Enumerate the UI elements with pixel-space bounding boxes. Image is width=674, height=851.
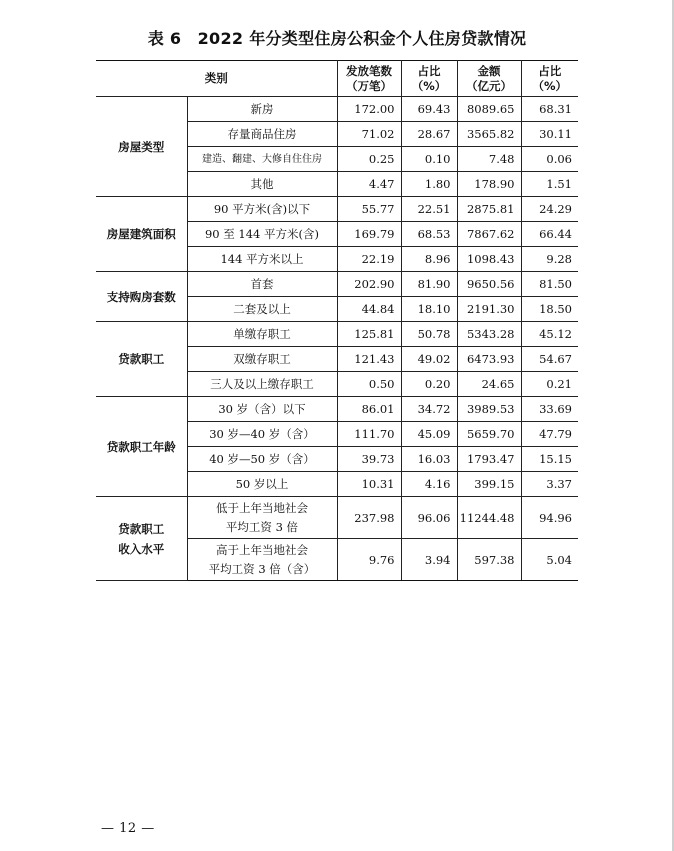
- row-label: 存量商品住房: [187, 122, 337, 147]
- cell-count-share: 3.94: [401, 539, 457, 581]
- cell-amount-share: 47.79: [521, 422, 578, 447]
- table-row: [96, 97, 578, 122]
- cell-count-share: 50.78: [401, 322, 457, 347]
- header-count-line2: （万笔）: [346, 78, 392, 93]
- group-label-line: 收入水平: [118, 541, 165, 556]
- cell-amount: 1098.43: [457, 247, 521, 272]
- group-label-line: 房屋建筑面积: [106, 227, 176, 241]
- cell-amount-share: 54.67: [521, 347, 578, 372]
- row-label: 其他: [187, 172, 337, 197]
- cell-amount-share: 45.12: [521, 322, 578, 347]
- cell-amount-share: 15.15: [521, 447, 578, 472]
- cell-amount-share: 66.44: [521, 222, 578, 247]
- group-label-line: 贷款职工: [118, 352, 165, 366]
- cell-count: 39.73: [337, 447, 401, 472]
- cell-count-share: 16.03: [401, 447, 457, 472]
- cell-amount: 2875.81: [457, 197, 521, 222]
- cell-amount: 2191.30: [457, 297, 521, 322]
- cell-count: 111.70: [337, 422, 401, 447]
- cell-amount-share: 24.29: [521, 197, 578, 222]
- cell-count-share: 8.96: [401, 247, 457, 272]
- header-category: 类别: [96, 61, 337, 97]
- header-count: [337, 61, 401, 97]
- cell-amount-share: 0.06: [521, 147, 578, 172]
- table-row: [96, 272, 578, 297]
- row-label: 单缴存职工: [187, 322, 337, 347]
- row-label: 90 平方米(含)以下: [187, 197, 337, 222]
- group-label: [96, 397, 187, 497]
- cell-count-share: 22.51: [401, 197, 457, 222]
- cell-count: 202.90: [337, 272, 401, 297]
- row-label-line: 高于上年当地社会: [216, 542, 308, 557]
- cell-count: 0.50: [337, 372, 401, 397]
- cell-amount-share: 94.96: [521, 497, 578, 539]
- cell-amount: 24.65: [457, 372, 521, 397]
- header-row: [96, 61, 578, 97]
- cell-count-share: 49.02: [401, 347, 457, 372]
- row-label-line: 平均工资 3 倍: [225, 519, 299, 534]
- group-label-line: 房屋类型: [118, 139, 165, 154]
- cell-count-share: 34.72: [401, 397, 457, 422]
- cell-count-share: 69.43: [401, 97, 457, 122]
- table-row: [96, 397, 578, 422]
- cell-count: 71.02: [337, 122, 401, 147]
- cell-amount: 6473.93: [457, 347, 521, 372]
- cell-count: 4.47: [337, 172, 401, 197]
- row-label: 建造、翻建、大修自住住房: [187, 147, 337, 172]
- row-label: 双缴存职工: [187, 347, 337, 372]
- cell-amount-share: 9.28: [521, 247, 578, 272]
- row-label: 50 岁以上: [187, 472, 337, 497]
- row-label: 40 岁—50 岁（含）: [187, 447, 337, 472]
- group-label: [96, 322, 187, 397]
- cell-amount-share: 0.21: [521, 372, 578, 397]
- row-label: 30 岁—40 岁（含）: [187, 422, 337, 447]
- cell-count: 44.84: [337, 297, 401, 322]
- table-row: [96, 322, 578, 347]
- row-label: 144 平方米以上: [187, 247, 337, 272]
- header-amount-line2: （亿元）: [466, 78, 512, 93]
- cell-count-share: 96.06: [401, 497, 457, 539]
- header-amount: [457, 61, 521, 97]
- header-amount-share: [521, 61, 578, 97]
- header-amount-line1: 金额: [477, 63, 501, 78]
- cell-count-share: 0.10: [401, 147, 457, 172]
- cell-amount: 5659.70: [457, 422, 521, 447]
- cell-count-share: 28.67: [401, 122, 457, 147]
- cell-amount: 5343.28: [457, 322, 521, 347]
- row-label: 30 岁（含）以下: [187, 397, 337, 422]
- loan-table: [96, 60, 578, 581]
- cell-amount-share: 1.51: [521, 172, 578, 197]
- cell-amount: 597.38: [457, 539, 521, 581]
- cell-amount: 3565.82: [457, 122, 521, 147]
- cell-amount: 399.15: [457, 472, 521, 497]
- cell-amount: 7867.62: [457, 222, 521, 247]
- row-label: 首套: [187, 272, 337, 297]
- cell-count-share: 1.80: [401, 172, 457, 197]
- table-row: [96, 497, 578, 539]
- header-amount-share-line1: 占比: [538, 63, 562, 78]
- cell-amount-share: 18.50: [521, 297, 578, 322]
- cell-count-share: 18.10: [401, 297, 457, 322]
- cell-amount: 7.48: [457, 147, 521, 172]
- table-title: 表 6 2022 年分类型住房公积金个人住房贷款情况: [147, 29, 527, 48]
- cell-count: 22.19: [337, 247, 401, 272]
- cell-amount-share: 30.11: [521, 122, 578, 147]
- cell-count: 121.43: [337, 347, 401, 372]
- group-label: [96, 497, 187, 581]
- row-label: 新房: [187, 97, 337, 122]
- row-label: 二套及以上: [187, 297, 337, 322]
- header-amount-share-line2: （%）: [532, 78, 568, 93]
- cell-count: 237.98: [337, 497, 401, 539]
- group-label: [96, 197, 187, 272]
- cell-count: 9.76: [337, 539, 401, 581]
- header-count-share: [401, 61, 457, 97]
- group-label-line: 贷款职工: [118, 521, 165, 536]
- group-label-line: 贷款职工年龄: [106, 439, 176, 454]
- row-label: [187, 497, 337, 539]
- cell-amount-share: 5.04: [521, 539, 578, 581]
- cell-count-share: 4.16: [401, 472, 457, 497]
- cell-count: 10.31: [337, 472, 401, 497]
- header-count-line1: 发放笔数: [346, 63, 392, 78]
- cell-count-share: 0.20: [401, 372, 457, 397]
- cell-amount: 178.90: [457, 172, 521, 197]
- cell-amount-share: 3.37: [521, 472, 578, 497]
- cell-amount: 3989.53: [457, 397, 521, 422]
- cell-amount: 9650.56: [457, 272, 521, 297]
- cell-amount: 8089.65: [457, 97, 521, 122]
- row-label-line: 低于上年当地社会: [216, 500, 308, 515]
- cell-amount: 1793.47: [457, 447, 521, 472]
- header-count-share-line1: 占比: [417, 63, 441, 78]
- row-label: 90 至 144 平方米(含): [187, 222, 337, 247]
- cell-amount: 11244.48: [457, 497, 521, 539]
- cell-amount-share: 33.69: [521, 397, 578, 422]
- cell-count: 169.79: [337, 222, 401, 247]
- table-row: [96, 197, 578, 222]
- cell-count: 86.01: [337, 397, 401, 422]
- cell-count: 0.25: [337, 147, 401, 172]
- cell-amount-share: 81.50: [521, 272, 578, 297]
- cell-amount-share: 68.31: [521, 97, 578, 122]
- header-count-share-line2: （%）: [411, 78, 447, 93]
- group-label: [96, 97, 187, 197]
- page-number: — 12 —: [101, 821, 155, 836]
- cell-count: 55.77: [337, 197, 401, 222]
- cell-count-share: 68.53: [401, 222, 457, 247]
- row-label-line: 平均工资 3 倍（含）: [208, 561, 316, 576]
- row-label: 三人及以上缴存职工: [187, 372, 337, 397]
- cell-count-share: 45.09: [401, 422, 457, 447]
- row-label: [187, 539, 337, 581]
- group-label: [96, 272, 187, 322]
- group-label-line: 支持购房套数: [106, 289, 176, 304]
- cell-count: 172.00: [337, 97, 401, 122]
- cell-count: 125.81: [337, 322, 401, 347]
- cell-count-share: 81.90: [401, 272, 457, 297]
